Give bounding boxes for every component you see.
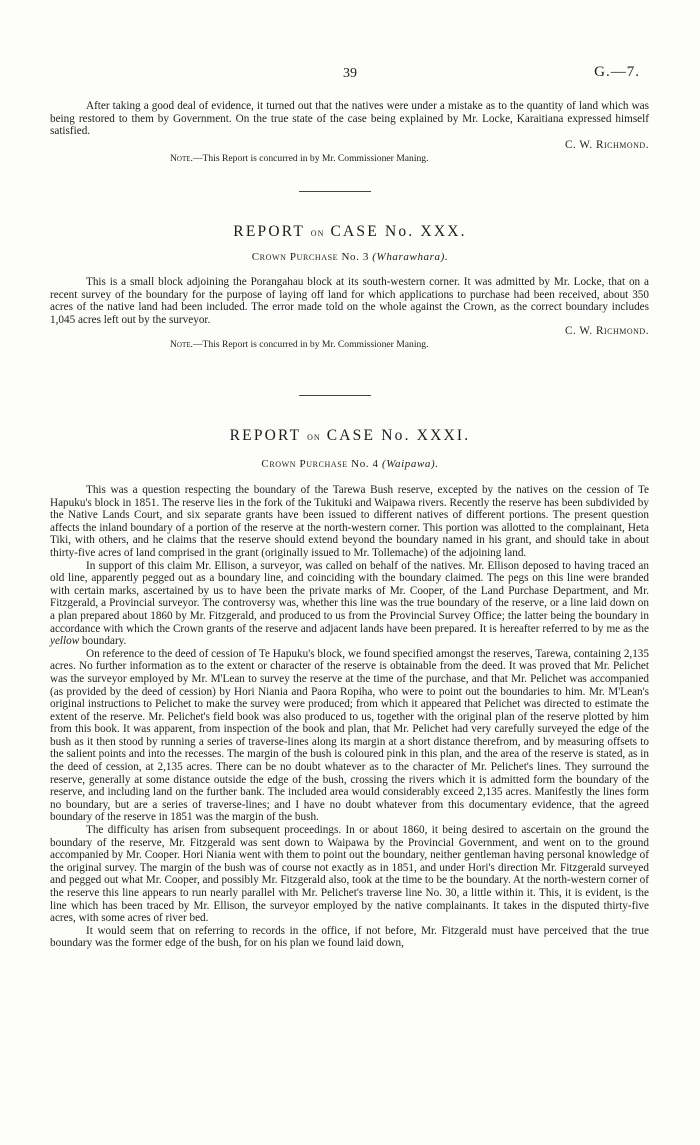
heading-number: No. XXXI. (381, 427, 471, 444)
heading-report: REPORT (229, 427, 302, 444)
concurrence-note (170, 339, 649, 351)
crown-purchase-label: Crown Purchase (261, 458, 348, 470)
place-name: (Wharawhara). (372, 251, 449, 263)
case-30-body (50, 276, 649, 351)
signature: C. W. Richmond. (565, 325, 649, 338)
concurrence-note (170, 153, 649, 165)
document-code: G.—7. (594, 64, 640, 80)
heading-on: on (310, 227, 325, 239)
signature: C. W. Richmond. (565, 138, 649, 151)
case-31-body (50, 484, 649, 950)
case-30-subheading (0, 251, 700, 263)
place-name: (Waipawa). (381, 458, 439, 470)
section-divider (299, 395, 371, 396)
case-30-heading (0, 223, 700, 241)
paragraph: This is a small block adjoining the Porangahau block at its south-western corner. It was admitted by Mr. Locke, that on a recent survey of the boundary for the purpose of laying off land for which applications to purchase had been received, about 350 acres of the native land had been included. The error made told on the whole against the Crown, as the correct boundary includes 1,045 acres left out by the surveyor. (50, 276, 649, 326)
note-text: —This Report is concurred in by Mr. Commissioner Maning. (192, 339, 429, 351)
heading-number: No. XXX. (384, 223, 467, 240)
emphasis-yellow: yellow (50, 635, 80, 648)
heading-case: CASE (330, 223, 379, 240)
heading-report: REPORT (233, 223, 305, 240)
heading-case: CASE (326, 427, 376, 444)
case-31-heading (0, 427, 700, 445)
note-label: Note. (170, 152, 193, 164)
paragraph-text: In support of this claim Mr. Ellison, a surveyor, was called on behalf of the natives. Mr. Ellison deposed to having traced an old line, apparently pegged out as a boundary line, and coinciding with the boundary claimed. The pegs on this line were branded with certain marks, ascertained by us to have been the private marks of Mr. Cooper, of the Land Purchase Department, and Mr. Fitzgerald, a Provincial surveyor. The controversy was, whether this line was the true boundary of the reserve, or a line laid down on a plan prepared about 1860 by Mr. Fitzgerald, and produced to us from the Provincial Survey Office; the latter being the boundary in accordance with which the Crown grants of the reserve and adjacent lands have been prepared. It is hereafter referred to by me as the (50, 559, 649, 635)
note-label: Note. (170, 339, 193, 351)
paragraph-text: boundary. (82, 635, 127, 648)
case-31-subheading (0, 458, 700, 470)
section-divider (299, 191, 371, 192)
previous-report-section (50, 100, 649, 165)
page-number: 39 (343, 66, 357, 81)
paragraph: After taking a good deal of evidence, it turned out that the natives were under a mistake as to the quantity of land which was being restored to them by Government. On the true state of the case being explained by Mr. Locke, Karaitiana expressed himself satisfied. (50, 100, 649, 138)
paragraph: The difficulty has arisen from subsequent proceedings. In or about 1860, it being desired to ascertain on the ground the boundary of the reserve, Mr. Fitzgerald was sent down to Waipawa by the Provincial Government, and went on to the ground accompanied by Mr. Cooper. Hori Niania went with them to point out the boundary, neither gentleman having personal knowledge of the original survey. The margin of the bush was of course not exactly as in 1851, and under Hori's direction Mr. Fitzgerald surveyed and pegged out what Mr. Cooper, and possibly Mr. Fitzgerald also, took at the time to be the boundary. At the north-western corner of the reserve this line appears to run nearly parallel with Mr. Pelichet's traverse line No. 30, a little within it. This, it is evident, is the line which has been traced by Mr. Ellison, the surveyor employed by the native complainants. It takes in the disputed thirty-five acres, with some acres of river bed. (50, 824, 649, 925)
crown-purchase-label: Crown Purchase (251, 251, 339, 263)
paragraph: It would seem that on referring to records in the office, if not before, Mr. Fitzgerald must have perceived that the true boundary was the former edge of the bush, for on his plan we found laid down, (50, 924, 649, 950)
note-text: —This Report is concurred in by Mr. Commissioner Maning. (192, 152, 429, 164)
heading-on: on (307, 431, 321, 443)
paragraph (50, 560, 649, 648)
purchase-number: No. 4 (351, 458, 379, 470)
purchase-number: No. 3 (341, 251, 369, 263)
paragraph: On reference to the deed of cession of Te Hapuku's block, we found specified amongst the reserves, Tarewa, containing 2,135 acres. No further information as to the extent or character of the reserve is obtainable from the deed. It was proved that Mr. Pelichet was the surveyor employed by Mr. M'Lean to survey the reserve at the time of the purchase, and that Mr. Pelichet was accompanied (as provided by the deed of cession) by Hori Niania and Paora Ropiha, who were to point out the boundaries to him. Mr. M'Lean's original instructions to Pelichet to make the survey were produced; from which it appeared that Pelichet was directed to estimate the extent of the reserve. Mr. Pelichet's field book was also produced to us, together with the original plan of the reserve plotted by him from this book. It was apparent, from inspection of the book and plan, that Mr. Pelichet had very carefully surveyed the edge of the bush as it then stood by running a series of traverse-lines along its margin at a short distance therefrom, and by measuring offsets to the salient points and into the recesses. The margin of the bush is coloured pink in this plan, and the area of the reserve is stated, as in the deed of cession, at 2,135 acres. There can be no doubt whatever as to the character of Mr. Pelichet's lines. They surround the reserve, generally at some distance outside the edge of the bush, crossing the rivers which it is admitted form the boundary of the reserve, and including land on the further bank. The included area would considerably exceed 2,135 acres. Manifestly the lines form no boundary, but are a series of traverse-lines; and I have no doubt whatever from this documentary evidence, that the agreed boundary of the reserve in 1851 was the margin of the bush. (50, 647, 649, 824)
paragraph: This was a question respecting the boundary of the Tarewa Bush reserve, excepted by the natives on the cession of Te Hapuku's block in 1851. The reserve lies in the fork of the Tukituki and Waipawa rivers. Recently the reserve has been subdivided by the Native Lands Court, and six separate grants have been issued to different natives of different portions. The present question affects the inland boundary of a portion of the reserve at the north-western corner. This portion was allotted to the complainant, Heta Tiki, with others, and he claims that the reserve should extend beyond the boundary named in his grant, and should take in about thirty-five acres of land comprised in the grant (originally issued to Mr. Tollemache) of the adjoining land. (50, 484, 649, 559)
